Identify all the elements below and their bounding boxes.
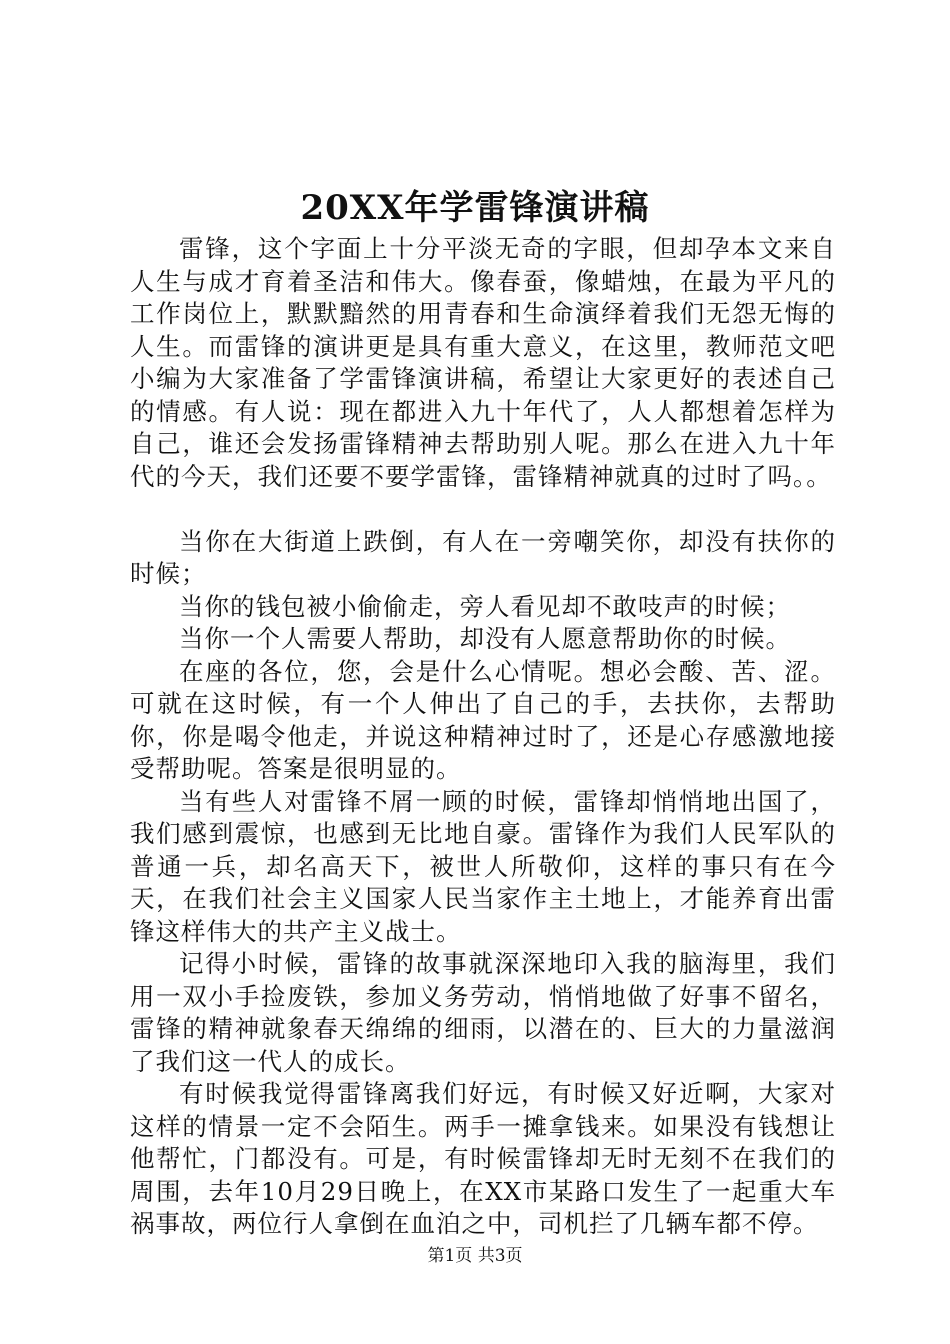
paragraph: 当你在大街道上跌倒，有人在一旁嘲笑你，却没有扶你的时候； xyxy=(130,526,836,588)
paragraph-intro: 雷锋，这个字面上十分平淡无奇的字眼，但却孕本文来自人生与成才育着圣洁和伟大。像春蚕，像蜡烛，在最为平凡的工作岗位上，默默黯然的用青春和生命演绎着我们无怨无悔的人生。而雷锋的演讲更是具有重大意义，在这里，教师范文吧小编为大家准备了学雷锋演讲稿，希望让大家更好的表述自己的情感。有人说：现在都进入九十年代了，人人都想着怎样为自己，谁还会发扬雷锋精神去帮助别人呢。那么在进入九十年代的今天，我们还要不要学雷锋，雷锋精神就真的过时了吗。。 xyxy=(130,234,836,491)
paragraph: 当你的钱包被小偷偷走，旁人看见却不敢吱声的时候； xyxy=(179,591,791,621)
paragraph: 记得小时候，雷锋的故事就深深地印入我的脑海里，我们用一双小手捡废铁，参加义务劳动，悄悄地做了好事不留名，雷锋的精神就象春天绵绵的细雨，以潜在的、巨大的力量滋润了我们这一代人的成长。 xyxy=(130,949,836,1076)
paragraph-spacer xyxy=(130,493,836,526)
paragraph: 当你一个人需要人帮助，却没有人愿意帮助你的时候。 xyxy=(179,624,791,653)
paragraph: 有时候我觉得雷锋离我们好远，有时候又好近啊，大家对这样的情景一定不会陌生。两手一摊拿钱来。如果没有钱想让他帮忙，门都没有。可是，有时候雷锋却无时无刻不在我们的周围，去年10月29日晚上，在XX市某路口发生了一起重大车祸事故，两位行人拿倒在血泊之中，司机拦了几辆车都不停。 xyxy=(130,1079,836,1238)
page-footer: 第1页 共3页 xyxy=(427,1246,523,1266)
paragraph: 在座的各位，您，会是什么心情呢。想必会酸、苦、涩。可就在这时候，有一个人伸出了自己的手，去扶你，去帮助你，你是喝令他走，并说这种精神过时了，还是心存感激地接受帮助呢。答案是很明显的。 xyxy=(130,656,836,783)
document-title: 20XX年学雷锋演讲稿 xyxy=(300,188,650,228)
paragraph: 当有些人对雷锋不屑一顾的时候，雷锋却悄悄地出国了，我们感到震惊，也感到无比地自豪。雷锋作为我们人民军队的普通一兵，却名高天下，被世人所敬仰，这样的事只有在今天，在我们社会主义国家人民当家作主土地上，才能养育出雷锋这样伟大的共产主义战士。 xyxy=(130,786,836,946)
document-body xyxy=(130,233,836,1241)
